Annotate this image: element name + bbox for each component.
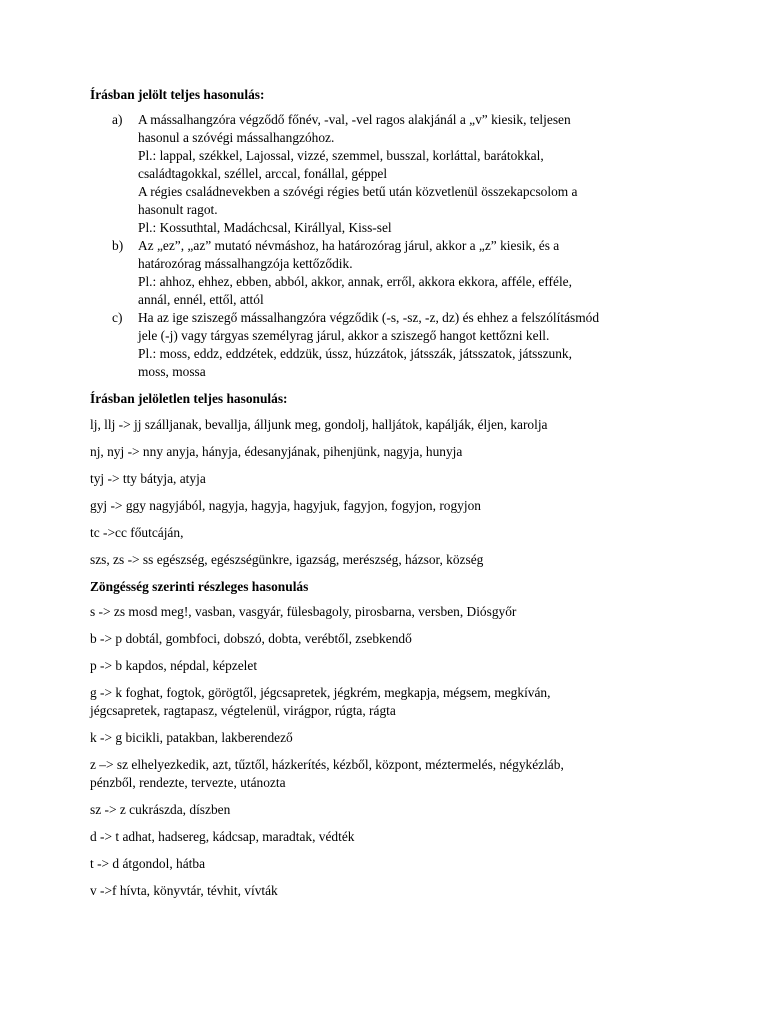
- text-line: annál, ennél, ettől, attól: [138, 292, 264, 307]
- rule-line: tc ->cc főutcáján,: [90, 525, 184, 540]
- text-line: Pl.: ahhoz, ehhez, ebben, abból, akkor, annak, erről, akkora ekkora, afféle, efféle,: [138, 274, 572, 289]
- rule-line: [90, 684, 650, 720]
- rule-line: nj, nyj -> nny anyja, hányja, édesanyjának, pihenjünk, nagyja, hunyja: [90, 444, 463, 459]
- text-line: jele (-j) vagy tárgyas személyrag járul, akkor a sziszegő hangot kettőzni kell.: [138, 328, 550, 343]
- rule-line: gyj -> ggy nagyjából, nagyja, hagyja, hagyjuk, fagyjon, fogyjon, rogyjon: [90, 498, 481, 513]
- text-line: s -> zs mosd meg!, vasban, vasgyár, fülesbagoly, pirosbarna, versben, Diósgyőr: [90, 604, 517, 619]
- text-line: A régies családnevekben a szóvégi régies betű után közvetlenül összekapcsolom a: [138, 184, 578, 199]
- text-line: A mássalhangzóra végződő főnév, -val, -vel ragos alakjánál a „v” kiesik, teljesen: [138, 112, 571, 127]
- text-line: k -> g bicikli, patakban, lakberendező: [90, 730, 293, 745]
- text-line: p -> b kapdos, népdal, képzelet: [90, 658, 258, 673]
- list-marker: c): [112, 310, 123, 325]
- list-item-body: [138, 237, 658, 309]
- text-line: határozórag mássalhangzója kettőződik.: [138, 256, 353, 271]
- rule-line: [90, 729, 650, 747]
- section-title-written-full-assimilation: Írásban jelölt teljes hasonulás:: [90, 87, 265, 102]
- text-line: Pl.: lappal, székkel, Lajossal, vizzé, szemmel, busszal, korláttal, barátokkal,: [138, 148, 544, 163]
- rule-line: [90, 603, 650, 621]
- rule-line: tyj -> tty bátyja, atyja: [90, 471, 206, 486]
- text-line: moss, mossa: [138, 364, 206, 379]
- text-line: családtagokkal, széllel, arccal, fonállal, géppel: [138, 166, 388, 181]
- list-item-body: [138, 111, 658, 237]
- rule-list: [90, 111, 728, 381]
- list-item-c: [90, 309, 728, 381]
- list-item-b: [90, 237, 728, 309]
- text-line: hasonult ragot.: [138, 202, 218, 217]
- list-item-a: [90, 111, 728, 237]
- list-marker: a): [112, 112, 123, 127]
- text-line: v ->f hívta, könyvtár, tévhit, vívták: [90, 883, 278, 898]
- rule-line: [90, 756, 650, 792]
- rule-line: [90, 855, 650, 873]
- text-line: Az „ez”, „az” mutató névmáshoz, ha határozórag járul, akkor a „z” kiesik, és a: [138, 238, 560, 253]
- list-item-body: [138, 309, 658, 381]
- text-line: Pl.: moss, eddz, eddzétek, eddzük, ússz, húzzátok, játsszák, játsszatok, játsszunk,: [138, 346, 572, 361]
- text-line: b -> p dobtál, gombfoci, dobszó, dobta, verébtől, zsebkendő: [90, 631, 412, 646]
- list-marker: b): [112, 238, 124, 253]
- text-line: d -> t adhat, hadsereg, kádcsap, maradtak, védték: [90, 829, 355, 844]
- text-line: t -> d átgondol, hátba: [90, 856, 206, 871]
- text-line: g -> k foghat, fogtok, görögtől, jégcsapretek, jégkrém, megkapja, mégsem, megkíván,: [90, 685, 551, 700]
- rule-line: szs, zs -> ss egészség, egészségünkre, igazság, merészség, házsor, község: [90, 552, 484, 567]
- text-line: Ha az ige sziszegő mássalhangzóra végződik (-s, -sz, -z, dz) és ehhez a felszólításmód: [138, 310, 600, 325]
- section-title-voicing-partial-assimilation: Zöngésség szerinti részleges hasonulás: [90, 579, 309, 594]
- rule-line: [90, 657, 650, 675]
- rule-line: [90, 828, 650, 846]
- text-line: hasonul a szóvégi mássalhangzóhoz.: [138, 130, 335, 145]
- rule-line: [90, 882, 650, 900]
- text-line: pénzből, rendezte, tervezte, utánozta: [90, 775, 286, 790]
- text-line: z –> sz elhelyezkedik, azt, tűztől, házkerítés, kézből, központ, méztermelés, négykézláb,: [90, 757, 564, 772]
- text-line: jégcsapretek, ragtapasz, végtelenül, virágpor, rúgta, rágta: [90, 703, 396, 718]
- text-line: Pl.: Kossuthtal, Madáchcsal, Királlyal, Kiss-sel: [138, 220, 392, 235]
- text-line: sz -> z cukrászda, díszben: [90, 802, 231, 817]
- section-title-unwritten-full-assimilation: Írásban jelöletlen teljes hasonulás:: [90, 391, 288, 406]
- rule-line: [90, 801, 650, 819]
- rule-line: [90, 630, 650, 648]
- rule-line: lj, llj -> jj szálljanak, bevallja, álljunk meg, gondolj, halljátok, kapálják, éljen, karolja: [90, 417, 548, 432]
